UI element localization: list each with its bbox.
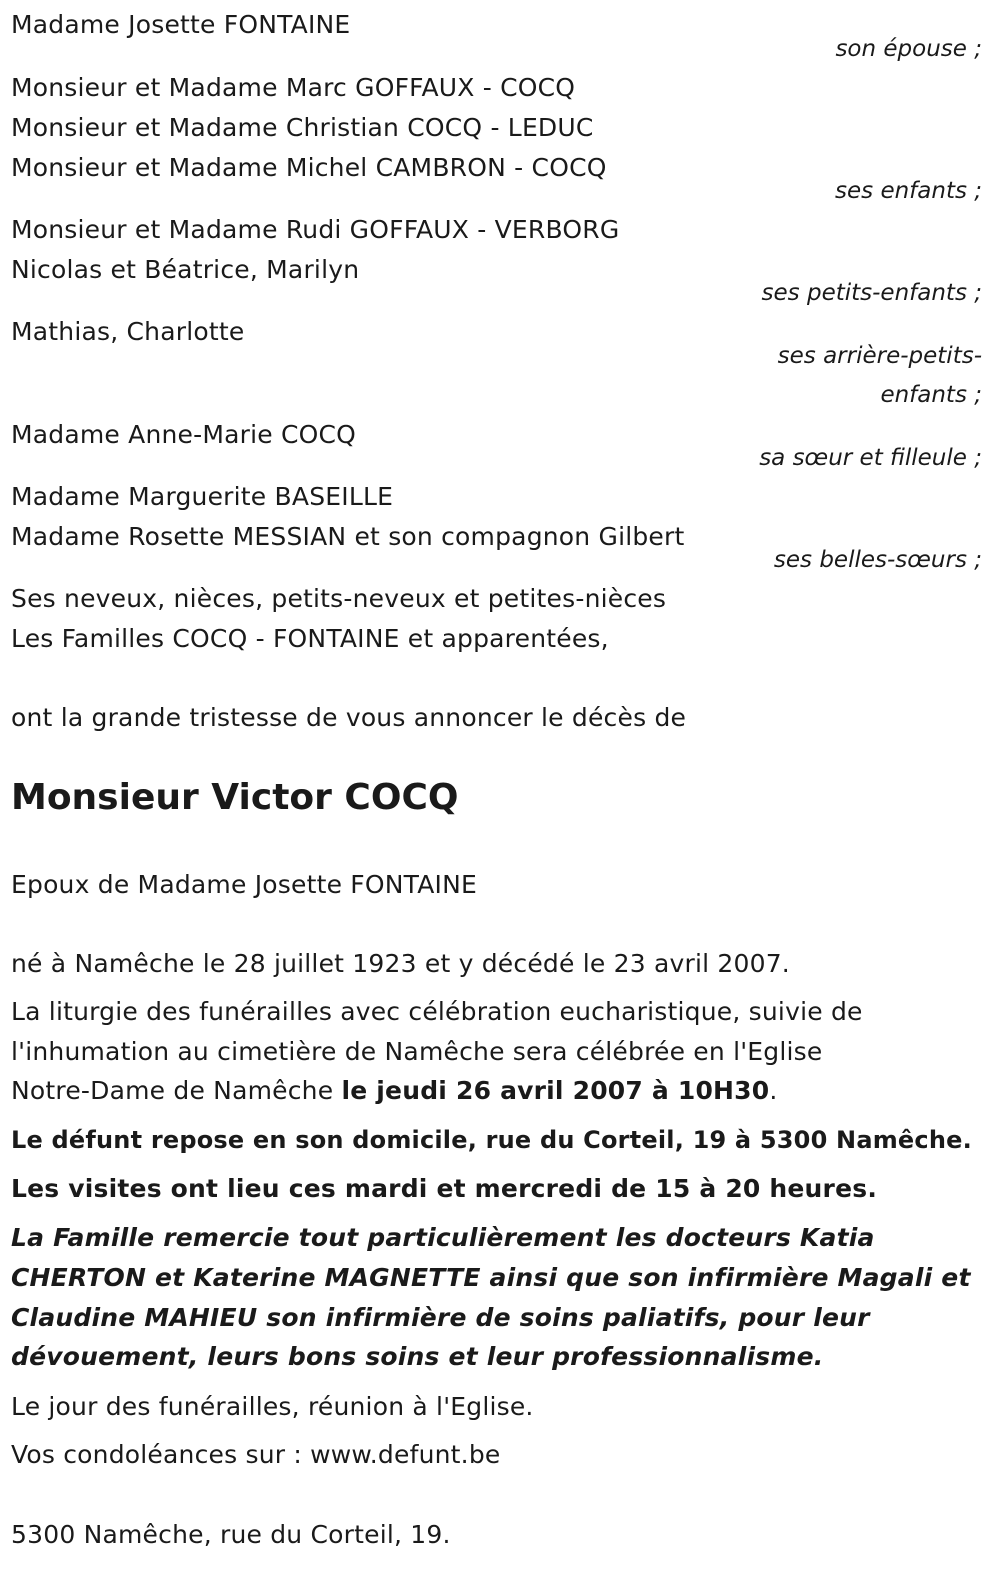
birth-death-line: né à Namêche le 28 juillet 1923 et y décédé le 23 avril 2007.	[11, 949, 790, 978]
great-grandchildren-role-line-2: enfants ;	[880, 382, 982, 408]
spouse-line: Epoux de Madame Josette FONTAINE	[11, 870, 477, 899]
spouse-role: son épouse ;	[835, 36, 982, 62]
visits-line: Les visites ont lieu ces mardi et mercredi de 15 à 20 heures.	[11, 1174, 878, 1203]
great-grandchild-names: Mathias, Charlotte	[11, 317, 245, 346]
sister-role: sa sœur et filleule ;	[759, 445, 982, 471]
child-name-1: Monsieur et Madame Marc GOFFAUX - COCQ	[11, 73, 576, 102]
child-name-3: Monsieur et Madame Michel CAMBRON - COCQ	[11, 153, 607, 182]
funeral-date: le jeudi 26 avril 2007 à 10H30	[341, 1076, 770, 1105]
condolences-line: Vos condoléances sur : www.defunt.be	[11, 1440, 501, 1469]
sister-in-law-name-2: Madame Rosette MESSIAN et son compagnon Gilbert	[11, 522, 685, 551]
announcement-text: ont la grande tristesse de vous annoncer le décès de	[11, 703, 687, 732]
thanks-line-1: La Famille remercie tout particulièrement les docteurs Katia	[11, 1223, 875, 1252]
great-grandchildren-role-line-1: ses arrière-petits-	[777, 343, 982, 369]
grandchild-name-1: Monsieur et Madame Rudi GOFFAUX - VERBORG	[11, 215, 620, 244]
liturgy-line-3-suffix: .	[769, 1076, 778, 1105]
thanks-line-4: dévouement, leurs bons soins et leur professionnalisme.	[11, 1342, 824, 1371]
thanks-line-3: Claudine MAHIEU son infirmière de soins paliatifs, pour leur	[11, 1303, 870, 1332]
rest-place-line: Le défunt repose en son domicile, rue du Corteil, 19 à 5300 Namêche.	[11, 1126, 972, 1154]
grandchild-name-2: Nicolas et Béatrice, Marilyn	[11, 255, 360, 284]
children-role: ses enfants ;	[835, 178, 982, 204]
other-relatives-line-1: Ses neveux, nièces, petits-neveux et petites-nièces	[11, 584, 667, 613]
liturgy-line-1: La liturgie des funérailles avec célébration eucharistique, suivie de	[11, 997, 863, 1026]
sisters-in-law-role: ses belles-sœurs ;	[773, 547, 982, 573]
address-line: 5300 Namêche, rue du Corteil, 19.	[11, 1520, 451, 1549]
liturgy-line-2: l'inhumation au cimetière de Namêche sera célébrée en l'Eglise	[11, 1037, 823, 1066]
meeting-line: Le jour des funérailles, réunion à l'Eglise.	[11, 1392, 534, 1421]
liturgy-line-3	[11, 1076, 778, 1106]
deceased-name: Monsieur Victor COCQ	[11, 777, 459, 818]
other-relatives-line-2: Les Familles COCQ - FONTAINE et apparentées,	[11, 624, 609, 653]
spouse-name: Madame Josette FONTAINE	[11, 10, 351, 39]
liturgy-line-3-prefix: Notre-Dame de Namêche	[11, 1076, 342, 1105]
sister-name: Madame Anne-Marie COCQ	[11, 420, 357, 449]
grandchildren-role: ses petits-enfants ;	[761, 280, 982, 306]
child-name-2: Monsieur et Madame Christian COCQ - LEDUC	[11, 113, 594, 142]
sister-in-law-name-1: Madame Marguerite BASEILLE	[11, 482, 394, 511]
thanks-line-2: CHERTON et Katerine MAGNETTE ainsi que son infirmière Magali et	[11, 1263, 971, 1292]
